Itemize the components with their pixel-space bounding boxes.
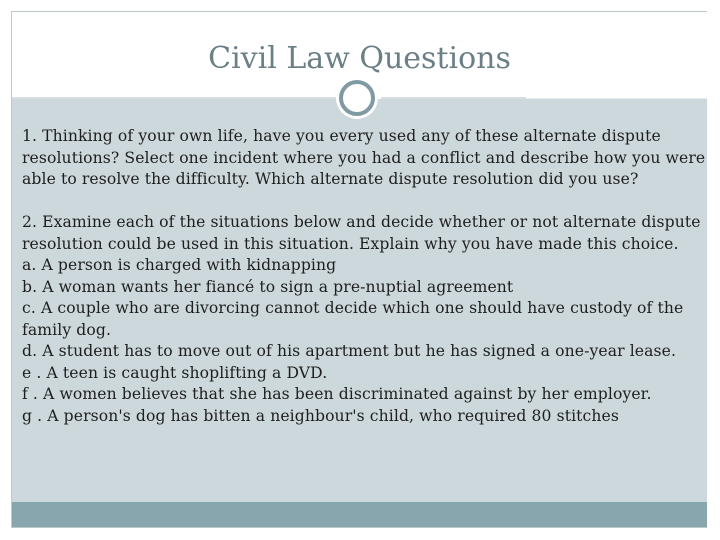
situation-c: c. A couple who are divorcing cannot decide which one should have custody of the bbox=[22, 299, 684, 317]
situation-a: a. A person is charged with kidnapping bbox=[22, 256, 337, 274]
question-1-line: 1. Thinking of your own life, have you every used any of these alternate dispute bbox=[22, 127, 661, 145]
questions-body bbox=[22, 126, 706, 427]
question-1-line: able to resolve the difficulty. Which alternate dispute resolution did you use? bbox=[22, 170, 639, 188]
situation-e: e . A teen is caught shoplifting a DVD. bbox=[22, 363, 328, 382]
title-divider-left bbox=[12, 97, 342, 99]
situation-d: d. A student has to move out of his apartment but he has signed a one-year lease. bbox=[22, 342, 677, 360]
circle-ornament-icon bbox=[339, 80, 375, 116]
slide-title: Civil Law Questions bbox=[208, 41, 511, 76]
paragraph-gap bbox=[22, 191, 698, 213]
situation-b: b. A woman wants her fiancé to sign a pre-nuptial agreement bbox=[22, 277, 514, 296]
question-2 bbox=[22, 212, 701, 427]
situation-c-continued: family dog. bbox=[22, 320, 112, 339]
situation-g: g . A person's dog has bitten a neighbour's child, who required 80 stitches bbox=[22, 406, 619, 425]
title-divider-right bbox=[381, 97, 526, 99]
bottom-accent-bar bbox=[12, 502, 707, 527]
question-2-line: 2. Examine each of the situations below and decide whether or not alternate dispute bbox=[22, 213, 701, 231]
question-1 bbox=[22, 126, 706, 191]
title-divider-right-thin bbox=[526, 98, 707, 99]
situation-f: f . A women believes that she has been discriminated against by her employer. bbox=[22, 385, 652, 403]
question-2-line: resolution could be used in this situation. Explain why you have made this choice. bbox=[22, 234, 679, 253]
question-1-line: resolutions? Select one incident where you had a conflict and describe how you were bbox=[22, 148, 706, 167]
